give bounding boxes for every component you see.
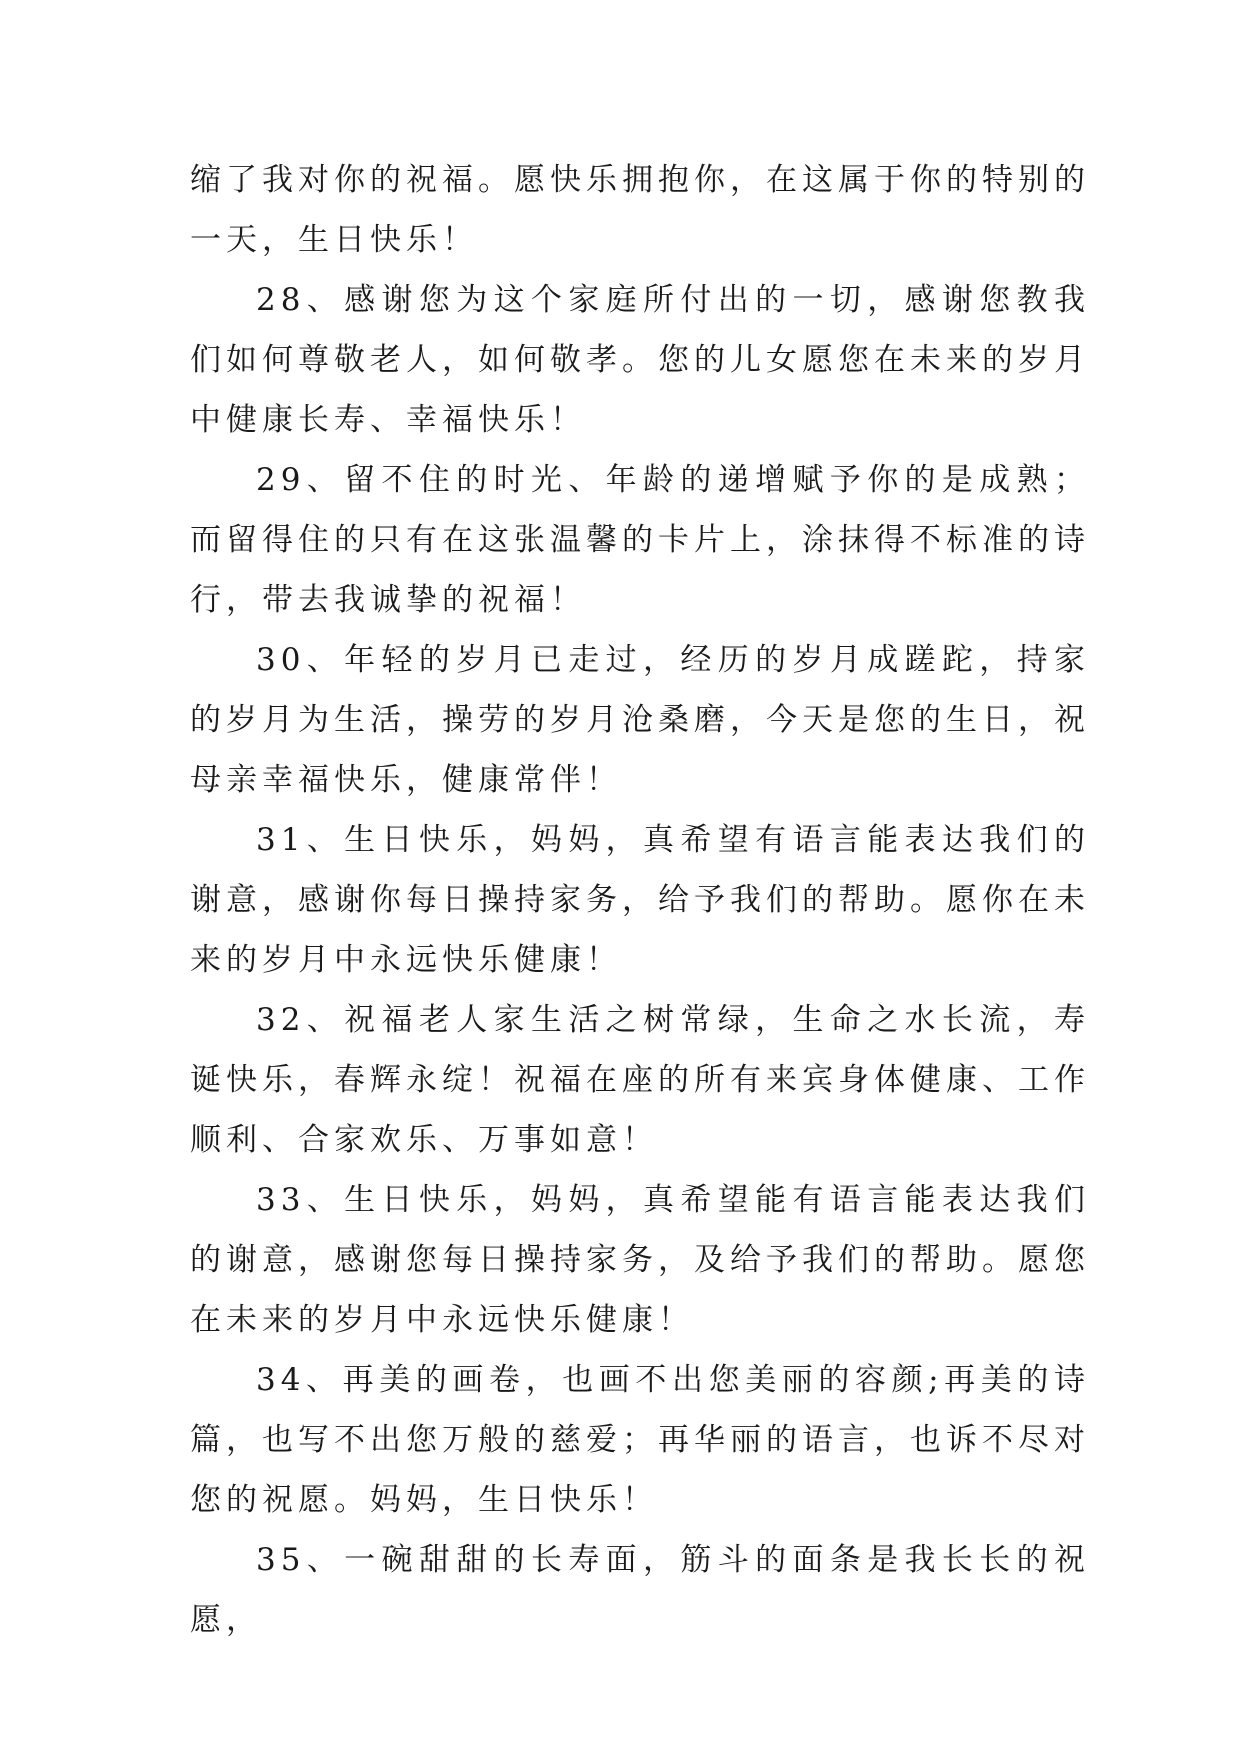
paragraph-31: 31、生日快乐，妈妈，真希望有语言能表达我们的谢意，感谢你每日操持家务，给予我们的帮助。愿你在未来的岁月中永远快乐健康！ [190,822,1090,978]
paragraph-29: 29、留不住的时光、年龄的递增赋予你的是成熟；而留得住的只有在这张温馨的卡片上，涂抹得不标准的诗行，带去我诚挚的祝福！ [190,462,1090,618]
paragraph-32: 32、祝福老人家生活之树常绿，生命之水长流，寿诞快乐，春辉永绽！祝福在座的所有来宾身体健康、工作顺利、合家欢乐、万事如意！ [190,1002,1090,1158]
paragraph-28: 28、感谢您为这个家庭所付出的一切，感谢您教我们如何尊敬老人，如何敬孝。您的儿女愿您在未来的岁月中健康长寿、幸福快乐！ [190,282,1090,438]
paragraph-33: 33、生日快乐，妈妈，真希望能有语言能表达我们的谢意，感谢您每日操持家务，及给予我们的帮助。愿您在未来的岁月中永远快乐健康！ [190,1182,1090,1338]
paragraph-30: 30、年轻的岁月已走过，经历的岁月成蹉跎，持家的岁月为生活，操劳的岁月沧桑磨，今天是您的生日，祝母亲幸福快乐，健康常伴！ [190,642,1090,798]
paragraph-continuation: 缩了我对你的祝福。愿快乐拥抱你，在这属于你的特别的一天，生日快乐！ [190,162,1090,258]
paragraph-35: 35、一碗甜甜的长寿面，筋斗的面条是我长长的祝愿， [190,1542,1090,1638]
document-body [190,150,1090,1650]
paragraph-34: 34、再美的画卷，也画不出您美丽的容颜;再美的诗篇，也写不出您万般的慈爱；再华丽的语言，也诉不尽对您的祝愿。妈妈，生日快乐！ [190,1362,1090,1518]
